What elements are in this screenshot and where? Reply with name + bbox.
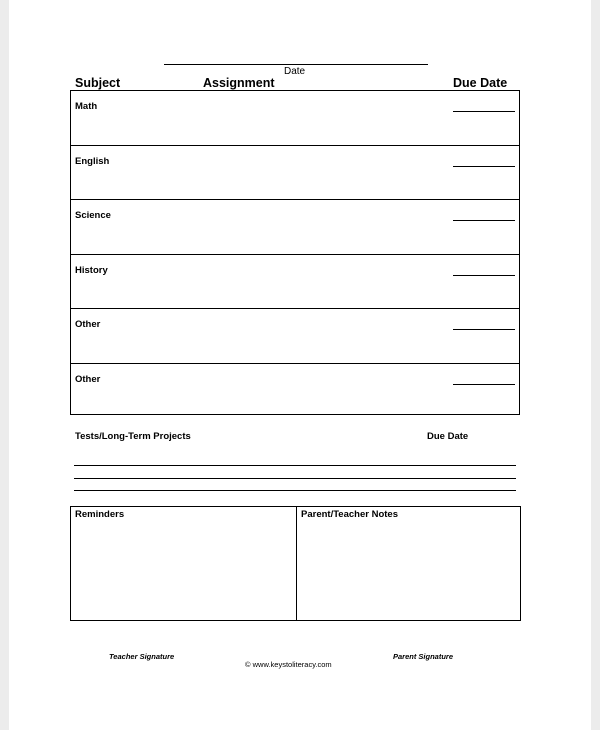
project-line bbox=[74, 465, 516, 466]
table-row bbox=[71, 364, 519, 419]
reminders-box bbox=[70, 506, 297, 621]
subject-label: Science bbox=[75, 210, 111, 221]
copyright-footer: © www.keystoliteracy.com bbox=[245, 660, 332, 669]
due-date-line bbox=[453, 275, 515, 276]
table-row bbox=[71, 200, 519, 255]
due-date-line bbox=[453, 166, 515, 167]
due-date-line bbox=[453, 220, 515, 221]
date-line bbox=[164, 64, 428, 65]
due-date-line bbox=[453, 329, 515, 330]
table-row bbox=[71, 309, 519, 364]
subject-label: Math bbox=[75, 101, 98, 112]
assignment-header: Assignment bbox=[203, 76, 275, 90]
notes-label: Parent/Teacher Notes bbox=[301, 509, 398, 520]
project-line bbox=[74, 478, 516, 479]
date-label: Date bbox=[284, 66, 306, 77]
due-date-header: Due Date bbox=[453, 76, 508, 90]
subject-header: Subject bbox=[75, 76, 121, 90]
subject-label: Other bbox=[75, 319, 101, 330]
teacher-signature-label: Teacher Signature bbox=[109, 652, 175, 661]
projects-label: Tests/Long-Term Projects bbox=[75, 431, 191, 442]
project-line bbox=[74, 490, 516, 491]
notes-box bbox=[296, 506, 521, 621]
subject-label: English bbox=[75, 155, 110, 167]
due-date-line bbox=[453, 384, 515, 385]
table-row bbox=[71, 91, 519, 146]
due-date-line bbox=[453, 111, 515, 112]
reminders-label: Reminders bbox=[75, 509, 125, 520]
parent-signature-label: Parent Signature bbox=[393, 652, 454, 661]
assignment-table bbox=[70, 90, 520, 415]
projects-due-date-label: Due Date bbox=[427, 431, 469, 442]
table-row bbox=[71, 255, 519, 310]
subject-label: History bbox=[75, 264, 108, 276]
subject-label: Other bbox=[75, 373, 101, 385]
table-row bbox=[71, 146, 519, 201]
